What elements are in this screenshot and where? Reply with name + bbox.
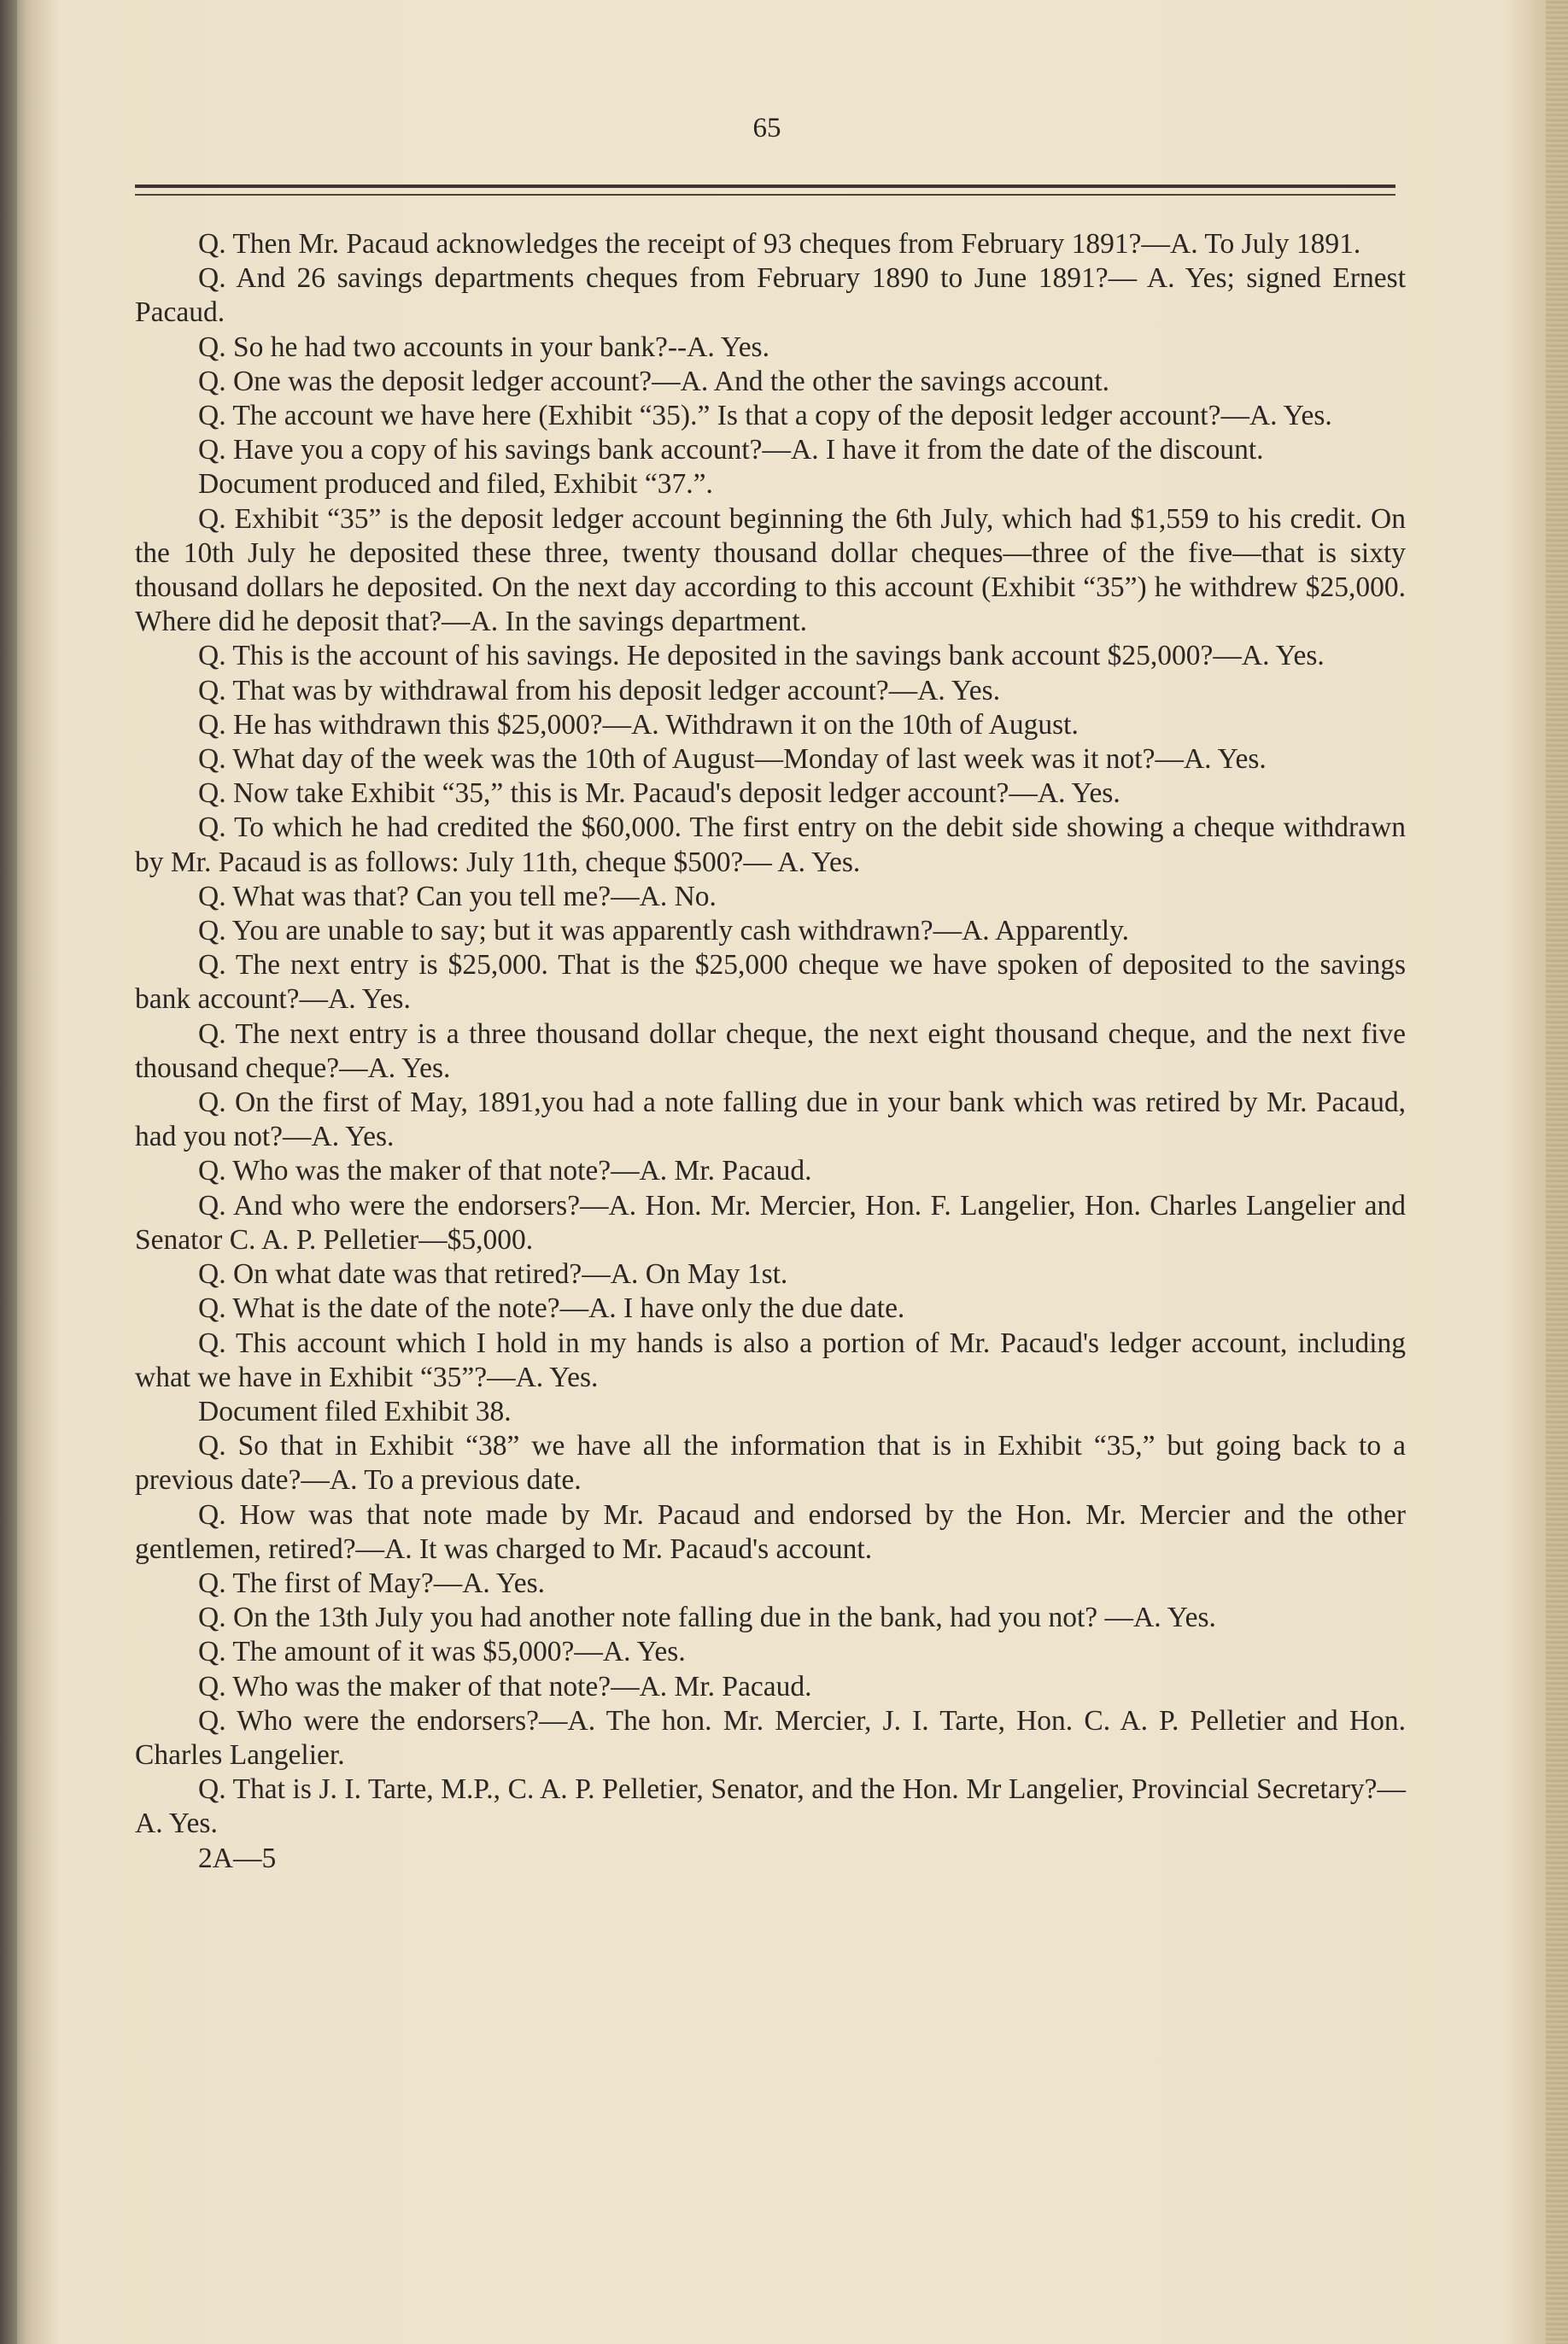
- paragraph: Q. Who were the endorsers?—A. The hon. Mr. Mercier, J. I. Tarte, Hon. C. A. P. Pelletier and Hon. Charles Langelier.: [135, 1704, 1406, 1771]
- header-rule-thin: [135, 194, 1395, 196]
- paragraph: Q. Exhibit “35” is the deposit ledger account beginning the 6th July, which had $1,559 to his credit. On the 10th July he deposited these three, twenty thousand dollar cheques—three of the five—that is sixty thousand dollars he deposited. On the next day according to this account (Exhibit “35”) he withdrew $25,000. Where did he deposit that?—A. In the savings department.: [135, 502, 1406, 638]
- paragraph: Q. To which he had credited the $60,000. The first entry on the debit side showing a cheque withdrawn by Mr. Pacaud is as follows: July 11th, cheque $500?— A. Yes.: [135, 812, 1406, 878]
- paragraph: Q. So that in Exhibit “38” we have all the information that is in Exhibit “35,” but going back to a previous date?—A. To a previous date.: [135, 1430, 1406, 1497]
- paragraph: Q. Who was the maker of that note?—A. Mr. Pacaud.: [198, 1155, 812, 1187]
- paragraph: Q. Have you a copy of his savings bank account?—A. I have it from the date of the discount.: [198, 434, 1264, 466]
- paragraph: Q. What was that? Can you tell me?—A. No.: [198, 880, 717, 912]
- paragraph: Q. The amount of it was $5,000?—A. Yes.: [198, 1636, 686, 1668]
- paragraph: Q. How was that note made by Mr. Pacaud and endorsed by the Hon. Mr. Mercier and the other gentlemen, retired?—A. It was charged to Mr. Pacaud's account.: [135, 1498, 1406, 1565]
- paragraph: Document filed Exhibit 38.: [198, 1395, 512, 1427]
- paragraph: Q. The next entry is $25,000. That is the $25,000 cheque we have spoken of deposited to the savings bank account?—A. Yes.: [135, 949, 1406, 1016]
- paragraph: Q. That is J. I. Tarte, M.P., C. A. P. Pelletier, Senator, and the Hon. Mr Langelier, Provincial Secretary?—A. Yes.: [135, 1773, 1406, 1840]
- paragraph: Q. So he had two accounts in your bank?--A. Yes.: [198, 331, 769, 363]
- paragraph: Q. On the 13th July you had another note falling due in the bank, had you not? —A. Yes.: [198, 1602, 1216, 1634]
- paragraph: Q. He has withdrawn this $25,000?—A. Withdrawn it on the 10th of August.: [198, 708, 1079, 741]
- paragraph: Q. The first of May?—A. Yes.: [198, 1567, 546, 1599]
- paragraph: Q. You are unable to say; but it was apparently cash withdrawn?—A. Apparently.: [198, 915, 1130, 947]
- paragraph: Q. And who were the endorsers?—A. Hon. Mr. Mercier, Hon. F. Langelier, Hon. Charles Langelier and Senator C. A. P. Pelletier—$5,000.: [135, 1189, 1406, 1256]
- paragraph: Q. This is the account of his savings. He deposited in the savings bank account $25,000?—A. Yes.: [198, 640, 1325, 672]
- paragraph: Q. The account we have here (Exhibit “35).” Is that a copy of the deposit ledger account?—A. Yes.: [198, 400, 1332, 432]
- paragraph: Q. What is the date of the note?—A. I have only the due date.: [198, 1292, 905, 1325]
- footer-signature: 2A—5: [198, 1842, 277, 1874]
- header-rule: [135, 185, 1395, 188]
- paragraph: Q. Now take Exhibit “35,” this is Mr. Pacaud's deposit ledger account?—A. Yes.: [198, 777, 1120, 810]
- paragraph: Q. That was by withdrawal from his deposit ledger account?—A. Yes.: [198, 674, 1001, 706]
- paragraph: Q. Who was the maker of that note?—A. Mr. Pacaud.: [198, 1670, 812, 1702]
- paragraph: Q. On the first of May, 1891,you had a note falling due in your bank which was retired by Mr. Pacaud, had you not?—A. Yes.: [135, 1087, 1406, 1153]
- paragraph: Q. This account which I hold in my hands is also a portion of Mr. Pacaud's ledger account, including what we have in Exhibit “35”?—A. Yes.: [135, 1327, 1406, 1393]
- paragraph: Q. And 26 savings departments cheques from February 1890 to June 1891?— A. Yes; signed Ernest Pacaud.: [135, 262, 1406, 329]
- book-binding-edge: [0, 0, 17, 2344]
- paragraph: Q. One was the deposit ledger account?—A. And the other the savings account.: [198, 365, 1110, 397]
- body-text: [135, 227, 1406, 1876]
- paragraph: Q. What day of the week was the 10th of August—Monday of last week was it not?—A. Yes.: [198, 743, 1267, 776]
- paragraph: Q. On what date was that retired?—A. On May 1st.: [198, 1258, 788, 1291]
- paragraph: Q. Then Mr. Pacaud acknowledges the receipt of 93 cheques from February 1891?—A. To July 1891.: [198, 228, 1361, 260]
- page-number: 65: [752, 113, 781, 144]
- page-edge: [1546, 0, 1568, 2344]
- paragraph: Document produced and filed, Exhibit “37.”.: [198, 468, 713, 501]
- paragraph: Q. The next entry is a three thousand dollar cheque, the next eight thousand cheque, and the next five thousand cheque?—A. Yes.: [135, 1017, 1406, 1084]
